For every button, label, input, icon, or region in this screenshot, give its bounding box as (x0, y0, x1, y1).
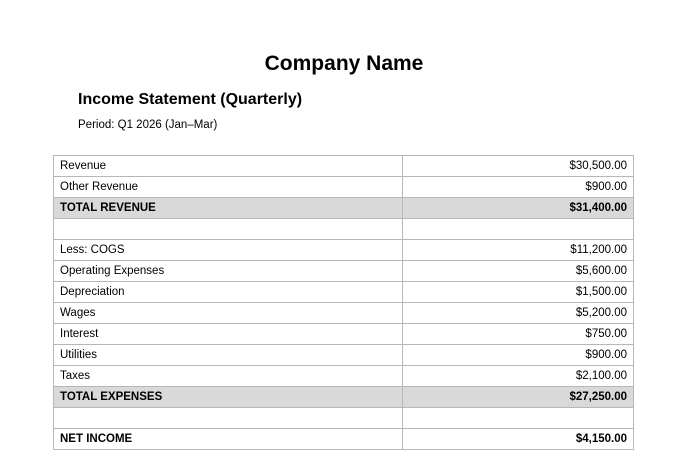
row-amount: $4,150.00 (403, 429, 634, 450)
row-amount (403, 219, 634, 240)
row-amount: $5,200.00 (403, 303, 634, 324)
row-label: Interest (54, 324, 403, 345)
income-statement-table (53, 155, 634, 450)
row-amount: $11,200.00 (403, 240, 634, 261)
row-amount: $2,100.00 (403, 366, 634, 387)
table-row (54, 345, 634, 366)
row-amount: $900.00 (403, 177, 634, 198)
total-revenue-row (54, 198, 634, 219)
row-label: Wages (54, 303, 403, 324)
table-row (54, 240, 634, 261)
row-label: Less: COGS (54, 240, 403, 261)
row-amount: $30,500.00 (403, 156, 634, 177)
row-label (54, 219, 403, 240)
row-label: Operating Expenses (54, 261, 403, 282)
net-income-row (54, 429, 634, 450)
blank-row (54, 408, 634, 429)
period-label: Period: Q1 2026 (Jan–Mar) (78, 119, 218, 131)
table-row (54, 261, 634, 282)
table-row (54, 282, 634, 303)
row-label: TOTAL REVENUE (54, 198, 403, 219)
blank-row (54, 219, 634, 240)
table-row (54, 156, 634, 177)
row-label: Taxes (54, 366, 403, 387)
table-row (54, 177, 634, 198)
row-amount (403, 408, 634, 429)
row-amount: $5,600.00 (403, 261, 634, 282)
total-expenses-row (54, 387, 634, 408)
table-row (54, 366, 634, 387)
company-name: Company Name (264, 52, 424, 75)
row-amount: $27,250.00 (403, 387, 634, 408)
table-row (54, 324, 634, 345)
row-amount: $1,500.00 (403, 282, 634, 303)
row-amount: $900.00 (403, 345, 634, 366)
row-amount: $31,400.00 (403, 198, 634, 219)
row-amount: $750.00 (403, 324, 634, 345)
table-row (54, 303, 634, 324)
row-label: NET INCOME (54, 429, 403, 450)
statement-title: Income Statement (Quarterly) (78, 91, 303, 108)
row-label (54, 408, 403, 429)
row-label: Depreciation (54, 282, 403, 303)
row-label: Other Revenue (54, 177, 403, 198)
row-label: TOTAL EXPENSES (54, 387, 403, 408)
row-label: Revenue (54, 156, 403, 177)
row-label: Utilities (54, 345, 403, 366)
